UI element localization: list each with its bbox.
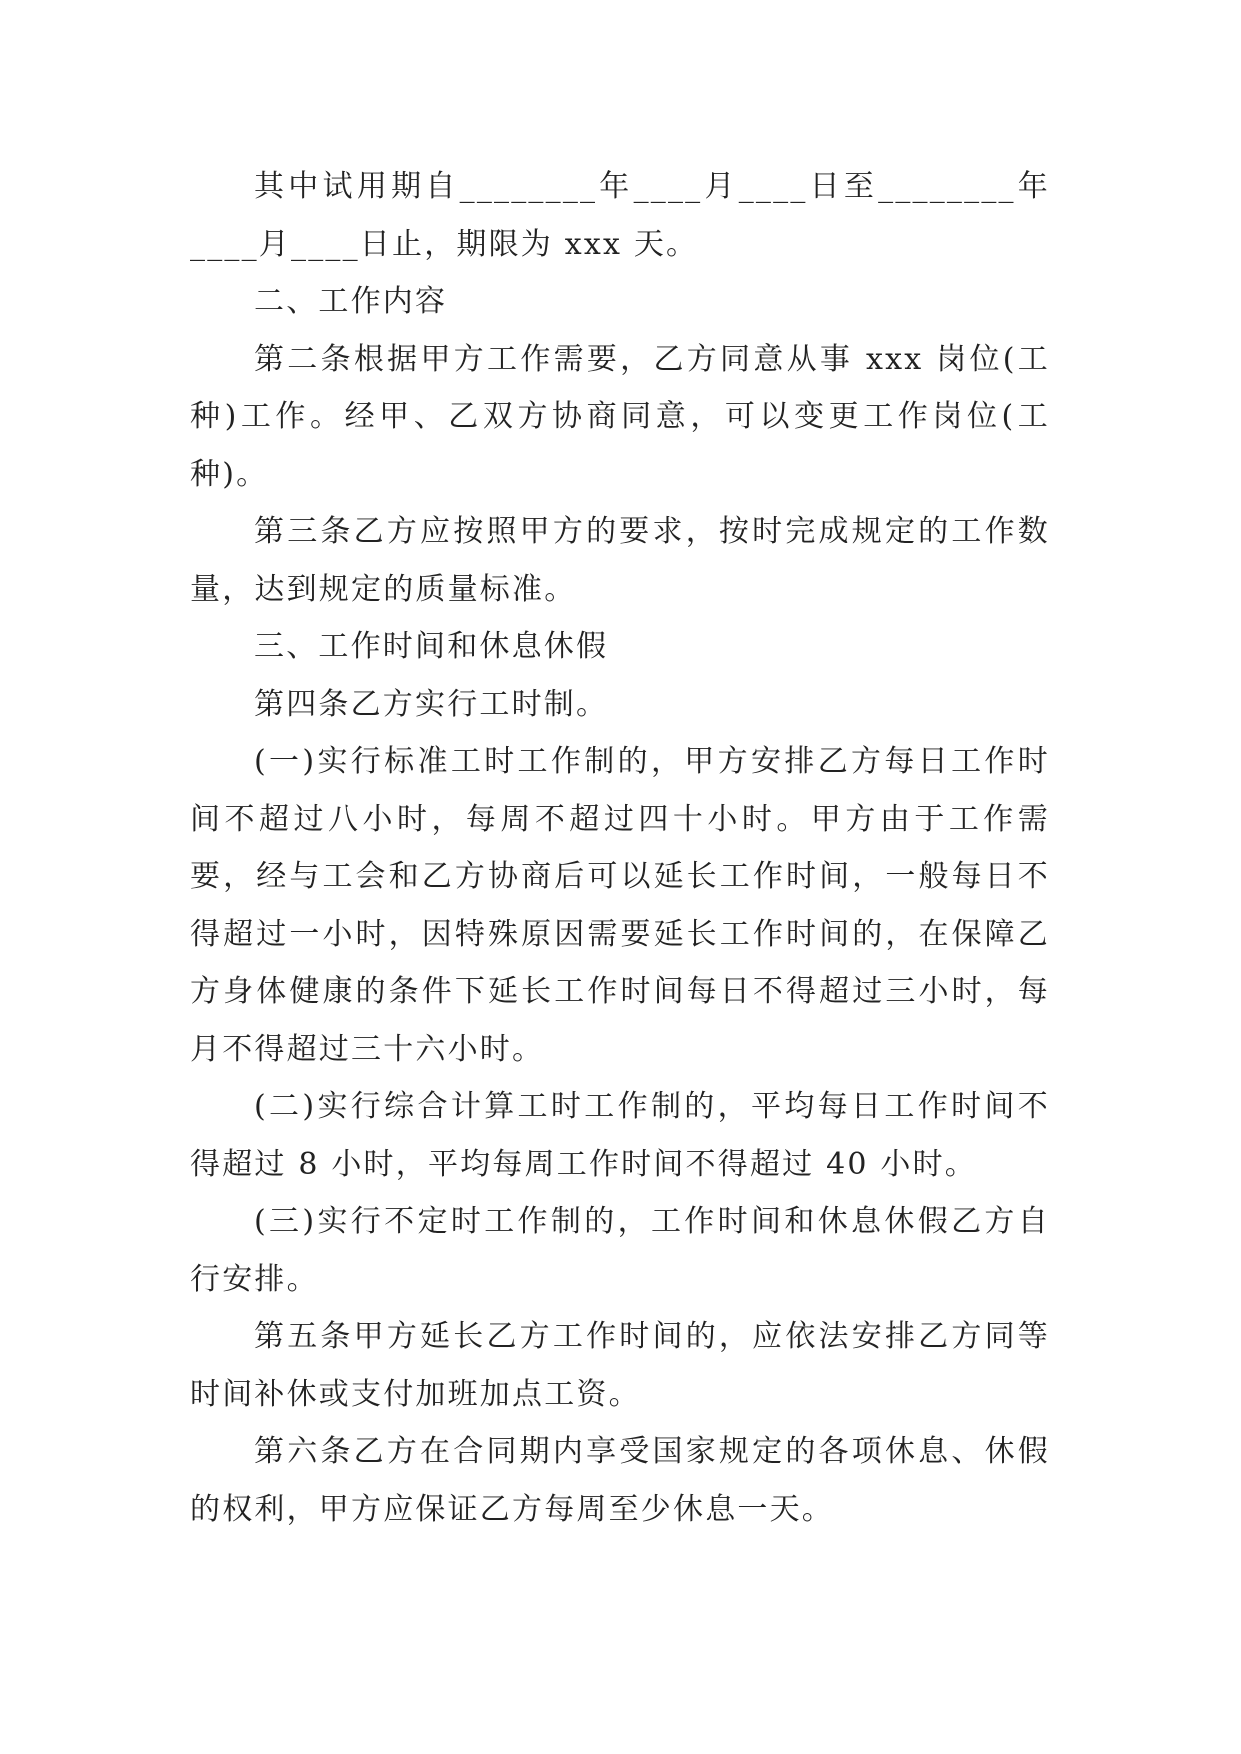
section-heading-work-content: 二、工作内容 xyxy=(254,284,448,319)
article-6-paragraph: 第六条乙方在合同期内享受国家规定的各项休息、休假的权利，甲方应保证乙方每周至少休息一天。 xyxy=(190,1434,1050,1527)
document-body xyxy=(190,158,1050,1538)
clause-standard-hours: (一)实行标准工时工作制的，甲方安排乙方每日工作时间不超过八小时，每周不超过四十小时。甲方由于工作需要，经与工会和乙方协商后可以延长工作时间，一般每日不得超过一小时，因特殊原因需要延长工作时间的，在保障乙方身体健康的条件下延长工作时间每日不得超过三小时，每月不得超过三十六小时。 xyxy=(190,744,1050,1067)
article-2-paragraph: 第二条根据甲方工作需要，乙方同意从事 xxx 岗位(工种)工作。经甲、乙双方协商同意，可以变更工作岗位(工种)。 xyxy=(190,341,1050,492)
article-3-paragraph: 第三条乙方应按照甲方的要求，按时完成规定的工作数量，达到规定的质量标准。 xyxy=(190,514,1050,607)
clause-comprehensive-hours: (二)实行综合计算工时工作制的，平均每日工作时间不得超过 8 小时，平均每周工作时间不得超过 40 小时。 xyxy=(190,1089,1050,1182)
section-heading-work-hours: 三、工作时间和休息休假 xyxy=(254,629,609,664)
article-5-paragraph: 第五条甲方延长乙方工作时间的，应依法安排乙方同等时间补休或支付加班加点工资。 xyxy=(190,1319,1050,1412)
article-4-paragraph: 第四条乙方实行工时制。 xyxy=(254,686,609,722)
paragraph-probation-period: 其中试用期自________年____月____日至________年____月____日止，期限为 xxx 天。 xyxy=(190,169,1050,262)
clause-flexible-hours: (三)实行不定时工作制的，工作时间和休息休假乙方自行安排。 xyxy=(190,1204,1050,1297)
